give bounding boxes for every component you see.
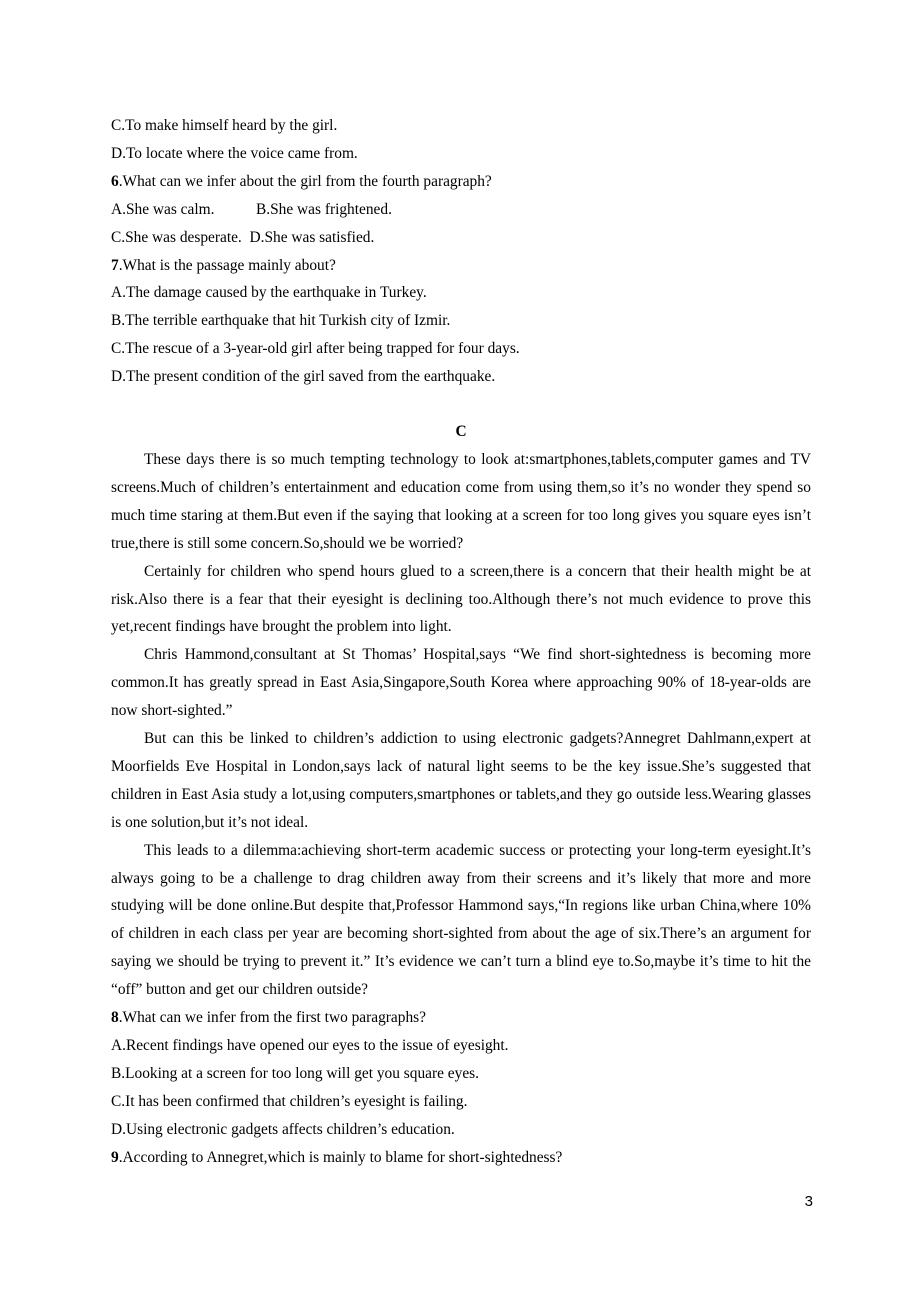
- passage-paragraph-3: Chris Hammond,consultant at St Thomas’ Hospital,says “We find short-sightedness is becoming more common.It has greatly spread in East Asia,Singapore,South Korea where approaching 90% of 18-year-olds are now short-sighted.”: [111, 646, 811, 720]
- q6-options-row-2: [111, 224, 811, 252]
- question-7: [111, 252, 811, 280]
- passage-paragraph-4: But can this be linked to children’s addiction to using electronic gadgets?Annegret Dahlmann,expert at Moorfields Eve Hospital in London,says lack of natural light seems to be the key issue.She’s suggested that children in East Asia study a lot,using computers,smartphones or tablets,and they go outside less.Wearing glasses is one solution,but it’s not ideal.: [111, 730, 811, 831]
- page-content: [111, 112, 811, 1172]
- q7-option-d: D.The present condition of the girl saved from the earthquake.: [111, 368, 496, 386]
- question-number: 8: [111, 1009, 119, 1027]
- q6-option-c: C.She was desperate.: [111, 228, 242, 246]
- question-8: [111, 1004, 811, 1032]
- q6-options-row-1: [111, 196, 811, 224]
- q6-option-b: B.She was frightened.: [256, 200, 392, 218]
- question-9: [111, 1144, 811, 1172]
- passage-paragraph-5: This leads to a dilemma:achieving short-term academic success or protecting your long-term eyesight.It’s always going to be a challenge to drag children away from their screens and it’s likely that more and more studying will be done online.But despite that,Professor Hammond says,“In regions like urban China,where 10% of children in each class per year are becoming short-sighted from about the age of six.There’s an argument for saying we should be trying to prevent it.” It’s evidence we can’t turn a blind eye to.So,maybe it’s time to hit the “off” button and get our children outside?: [111, 841, 811, 999]
- q7-option-b: B.The terrible earthquake that hit Turkish city of Izmir.: [111, 312, 451, 330]
- question-stem: .According to Annegret,which is mainly to blame for short-sightedness?: [118, 1148, 563, 1166]
- q5-option-c: C.To make himself heard by the girl.: [111, 117, 338, 134]
- q5-option-d: D.To locate where the voice came from.: [111, 144, 358, 162]
- q8-option-a: A.Recent findings have opened our eyes to the issue of eyesight.: [111, 1037, 509, 1054]
- question-number: 9: [111, 1148, 119, 1166]
- page-number: 3: [804, 1193, 813, 1210]
- q8-option-c: C.It has been confirmed that children’s eyesight is failing.: [111, 1092, 468, 1110]
- q7-option-a: A.The damage caused by the earthquake in Turkey.: [111, 284, 427, 302]
- q8-option-d: D.Using electronic gadgets affects children’s education.: [111, 1120, 455, 1138]
- passage-paragraph-2: Certainly for children who spend hours glued to a screen,there is a concern that their health might be at risk.Also there is a fear that their eyesight is declining too.Although there’s not much evidence to prove this yet,recent findings have brought the problem into light.: [111, 562, 811, 636]
- question-6: [111, 168, 811, 196]
- question-number: 6: [111, 172, 119, 190]
- passage-paragraph-1: These days there is so much tempting technology to look at:smartphones,tablets,computer games and TV screens.Much of children’s entertainment and education come from using them,so it’s no wonder they spend so much time staring at them.But even if the saying that looking at a screen for too long gives you square eyes isn’t true,there is still some concern.So,should we be worried?: [111, 450, 811, 552]
- q6-option-a: A.She was calm.: [111, 200, 215, 218]
- question-stem: .What can we infer about the girl from the fourth paragraph?: [118, 172, 492, 190]
- q6-option-d: D.She was satisfied.: [249, 228, 375, 246]
- q7-option-c: C.The rescue of a 3-year-old girl after being trapped for four days.: [111, 340, 520, 358]
- section-heading-c: C: [455, 423, 467, 441]
- question-number: 7: [111, 256, 119, 274]
- question-stem: .What can we infer from the first two paragraphs?: [118, 1009, 426, 1027]
- q8-option-b: B.Looking at a screen for too long will get you square eyes.: [111, 1064, 479, 1082]
- question-stem: .What is the passage mainly about?: [118, 256, 336, 274]
